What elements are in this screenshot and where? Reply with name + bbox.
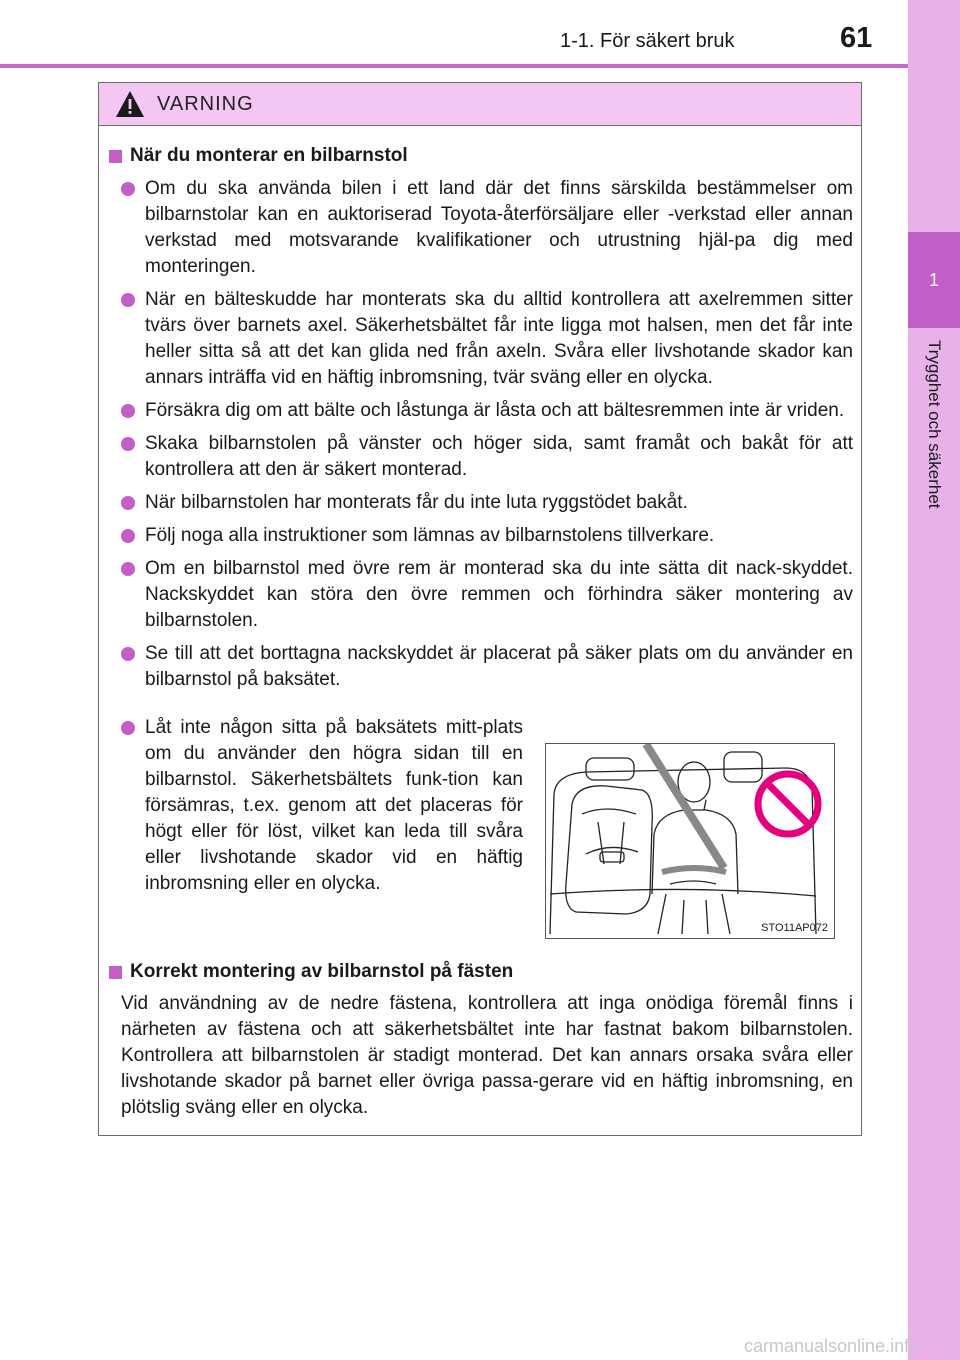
- bullet-item: [121, 523, 853, 549]
- bullet-text: När bilbarnstolen har monterats får du inte luta ryggstödet bakåt.: [145, 492, 688, 513]
- bullet-text: Se till att det borttagna nackskyddet är placerat på säker plats om du använder en bilbarnstol på baksätet.: [145, 643, 853, 690]
- bullet-dot-icon: [121, 721, 135, 735]
- bullet-dot-icon: [121, 529, 135, 543]
- bullet-dot-icon: [121, 562, 135, 576]
- figure-code: STO11AP072: [761, 922, 828, 934]
- bullet-item: [121, 641, 853, 693]
- bullet-text: Följ noga alla instruktioner som lämnas av bilbarnstolens tillverkare.: [145, 525, 715, 546]
- bullet-item: [121, 431, 853, 483]
- side-tab: [908, 0, 960, 1360]
- section-title-anchors: [109, 959, 863, 985]
- warning-header: [99, 83, 861, 126]
- bullet-text: Om en bilbarnstol med övre rem är monterad ska du inte sätta dit nack-skyddet. Nackskyddet kan störa den övre remmen och förhindra säker montering av bilbarnstolen.: [145, 558, 853, 631]
- header-rule: [0, 64, 908, 68]
- chapter-title: Trygghet och säkerhet: [925, 340, 944, 509]
- bullet-item: [121, 490, 853, 516]
- bullet-dot-icon: [121, 647, 135, 661]
- bullet-item: [121, 556, 853, 634]
- anchors-paragraph: Vid användning av de nedre fästena, kontrollera att inga onödiga föremål finns i närheten av fästena och att säkerhetsbältet inte har fastnat bakom bilbarnstolen. Kontrollera att bilbarnstolen är stadigt monterad. Det kan annars orsaka svåra eller livshotande skador på barnet eller övriga passa-gerare vid en häftig inbromsning, en plötslig sväng eller en olycka.: [121, 993, 853, 1118]
- warning-box: [98, 82, 862, 1136]
- bullet-dot-icon: [121, 437, 135, 451]
- square-bullet-icon: [109, 150, 122, 163]
- watermark: carmanualsonline.info: [744, 1336, 920, 1356]
- chapter-number-tab[interactable]: 1: [908, 232, 960, 328]
- bullet-text: Försäkra dig om att bälte och låstunga är låsta och att bältesremmen inte är vriden.: [145, 400, 845, 421]
- bullet-item: [121, 715, 523, 897]
- bullet-item: [121, 287, 853, 391]
- warning-label: VARNING: [157, 92, 254, 115]
- bullet-dot-icon: [121, 496, 135, 510]
- seat-illustration: [545, 743, 835, 939]
- section-title-mounting: [109, 143, 863, 169]
- bullet-item: [121, 176, 853, 280]
- warning-triangle-icon: [115, 89, 145, 119]
- bullet-dot-icon: [121, 182, 135, 196]
- section-header: 1-1. För säkert bruk: [560, 30, 735, 52]
- page-number: 61: [840, 22, 873, 54]
- bullet-text: Skaka bilbarnstolen på vänster och höger sida, samt framåt och bakåt för att kontrollera att den är säkert monterad.: [145, 433, 853, 480]
- bullet-text: Om du ska använda bilen i ett land där det finns särskilda bestämmelser om bilbarnstolar kan en auktoriserad Toyota-återförsäljare eller -verkstad eller annan verkstad med motsvarande kvalifikationer och utrustning hjäl-pa dig med monteringen.: [145, 178, 853, 277]
- section-title-text: Korrekt montering av bilbarnstol på fästen: [130, 961, 514, 982]
- rear-seat-child-seat-icon: [546, 744, 834, 938]
- square-bullet-icon: [109, 966, 122, 979]
- bullet-item: [121, 398, 853, 424]
- bullet-dot-icon: [121, 293, 135, 307]
- bullet-text: Låt inte någon sitta på baksätets mitt-plats om du använder den högra sidan till en bilbarnstol. Säkerhetsbältets funk-tion kan försämras, t.ex. genom att det placeras för högt eller för löst, vilket kan leda till svåra eller livshotande skador vid en häftig inbromsning eller en olycka.: [145, 717, 523, 894]
- bullet-dot-icon: [121, 404, 135, 418]
- bullet-text: När en bälteskudde har monterats ska du alltid kontrollera att axelremmen sitter tvärs över barnets axel. Säkerhetsbältet får inte ligga mot halsen, men det får inte heller sitta så att det kan glida ned från axeln. Svåra eller livshotande skador kan annars inträffa vid en häftig inbromsning, tvär sväng eller en olycka.: [145, 289, 853, 388]
- section-anchors: [99, 959, 863, 1121]
- section-title-text: När du monterar en bilbarnstol: [130, 145, 408, 166]
